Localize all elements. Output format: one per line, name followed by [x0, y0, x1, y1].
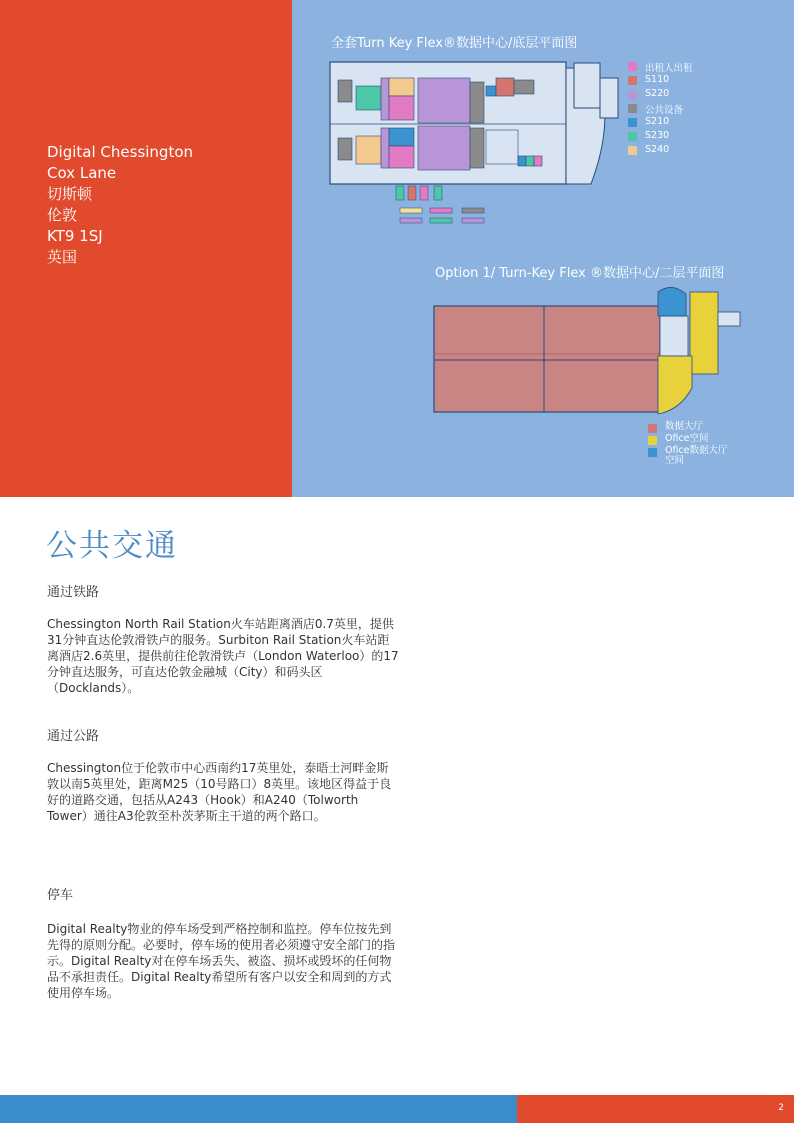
parking-paragraph: Digital Realty物业的停车场受到严格控制和监控。停车位按先到先得的原则分配。必要时，停车场的使用者必须遵守安全部门的指示。Digital Realty对在停车场丢失、被盗、损坏或毁坏的任何物品不承担责任。Digital Realty希望所有客户以安全和周到的方式使用停车场。 [47, 922, 396, 1000]
road-heading: 通过公路 [47, 729, 100, 744]
legend-item: S210 [628, 116, 693, 130]
address-line: KT9 1SJ [47, 227, 103, 245]
address-line: Digital Chessington [47, 143, 194, 161]
parking-heading: 停车 [47, 888, 74, 903]
legend-item: 数据大厅 [648, 422, 734, 434]
address-line: 英国 [47, 248, 78, 266]
legend-swatch [648, 448, 657, 457]
legend-swatch [628, 132, 637, 141]
legend-swatch [628, 62, 637, 71]
first-floor-legend [648, 422, 734, 468]
address-line: Cox Lane [47, 164, 117, 182]
rail-heading: 通过铁路 [47, 585, 100, 600]
legend-swatch [628, 146, 637, 155]
footer-bar-red [517, 1095, 794, 1123]
road-paragraph: Chessington位于伦敦市中心西南约17英里处，泰晤士河畔金斯敦以南5英里处，距离M25（10号路口）8英里。该地区得益于良好的道路交通，包括从A243（Hook）和A240（Tolworth Tower）通往A3伦敦至朴茨茅斯主干道的两个路口。 [47, 761, 392, 823]
page-number: 2 [778, 1103, 784, 1113]
legend-item: Ofice空间 [648, 434, 734, 446]
legend-item: Ofice数据大厅空间 [648, 446, 734, 468]
first-floor-plan-title: Option 1/ Turn-Key Flex ®数据中心/二层平面图 [435, 266, 725, 281]
legend-swatch [628, 104, 637, 113]
section-title: 公共交通 [46, 528, 178, 564]
legend-swatch [628, 76, 637, 85]
legend-swatch [648, 424, 657, 433]
rail-paragraph: Chessington North Rail Station火车站距离酒店0.7英里，提供31分钟直达伦敦滑铁卢的服务。Surbiton Rail Station火车站距离酒店2.6英里，提供前往伦敦滑铁卢（London Waterloo）的17分钟直达服务，可直达伦敦金融城（City）和码头区（Docklands）。 [47, 617, 399, 695]
legend-swatch [628, 118, 637, 127]
ground-floor-plan-title: 全套Turn Key Flex®数据中心/底层平面图 [331, 36, 578, 51]
ground-floor-plan [326, 58, 626, 228]
legend-swatch [648, 436, 657, 445]
legend-item: 公共设备 [628, 102, 693, 116]
legend-item: S220 [628, 88, 693, 102]
legend-item: S230 [628, 130, 693, 144]
first-floor-plan [432, 288, 744, 418]
ground-floor-legend [628, 60, 693, 158]
legend-item: S240 [628, 144, 693, 158]
legend-item: S110 [628, 74, 693, 88]
footer-bar-blue [0, 1095, 517, 1123]
address-line: 伦敦 [47, 206, 78, 224]
address-line: 切斯顿 [47, 185, 93, 203]
legend-swatch [628, 90, 637, 99]
legend-item: 出租人出租 [628, 60, 693, 74]
address-block [47, 142, 193, 268]
